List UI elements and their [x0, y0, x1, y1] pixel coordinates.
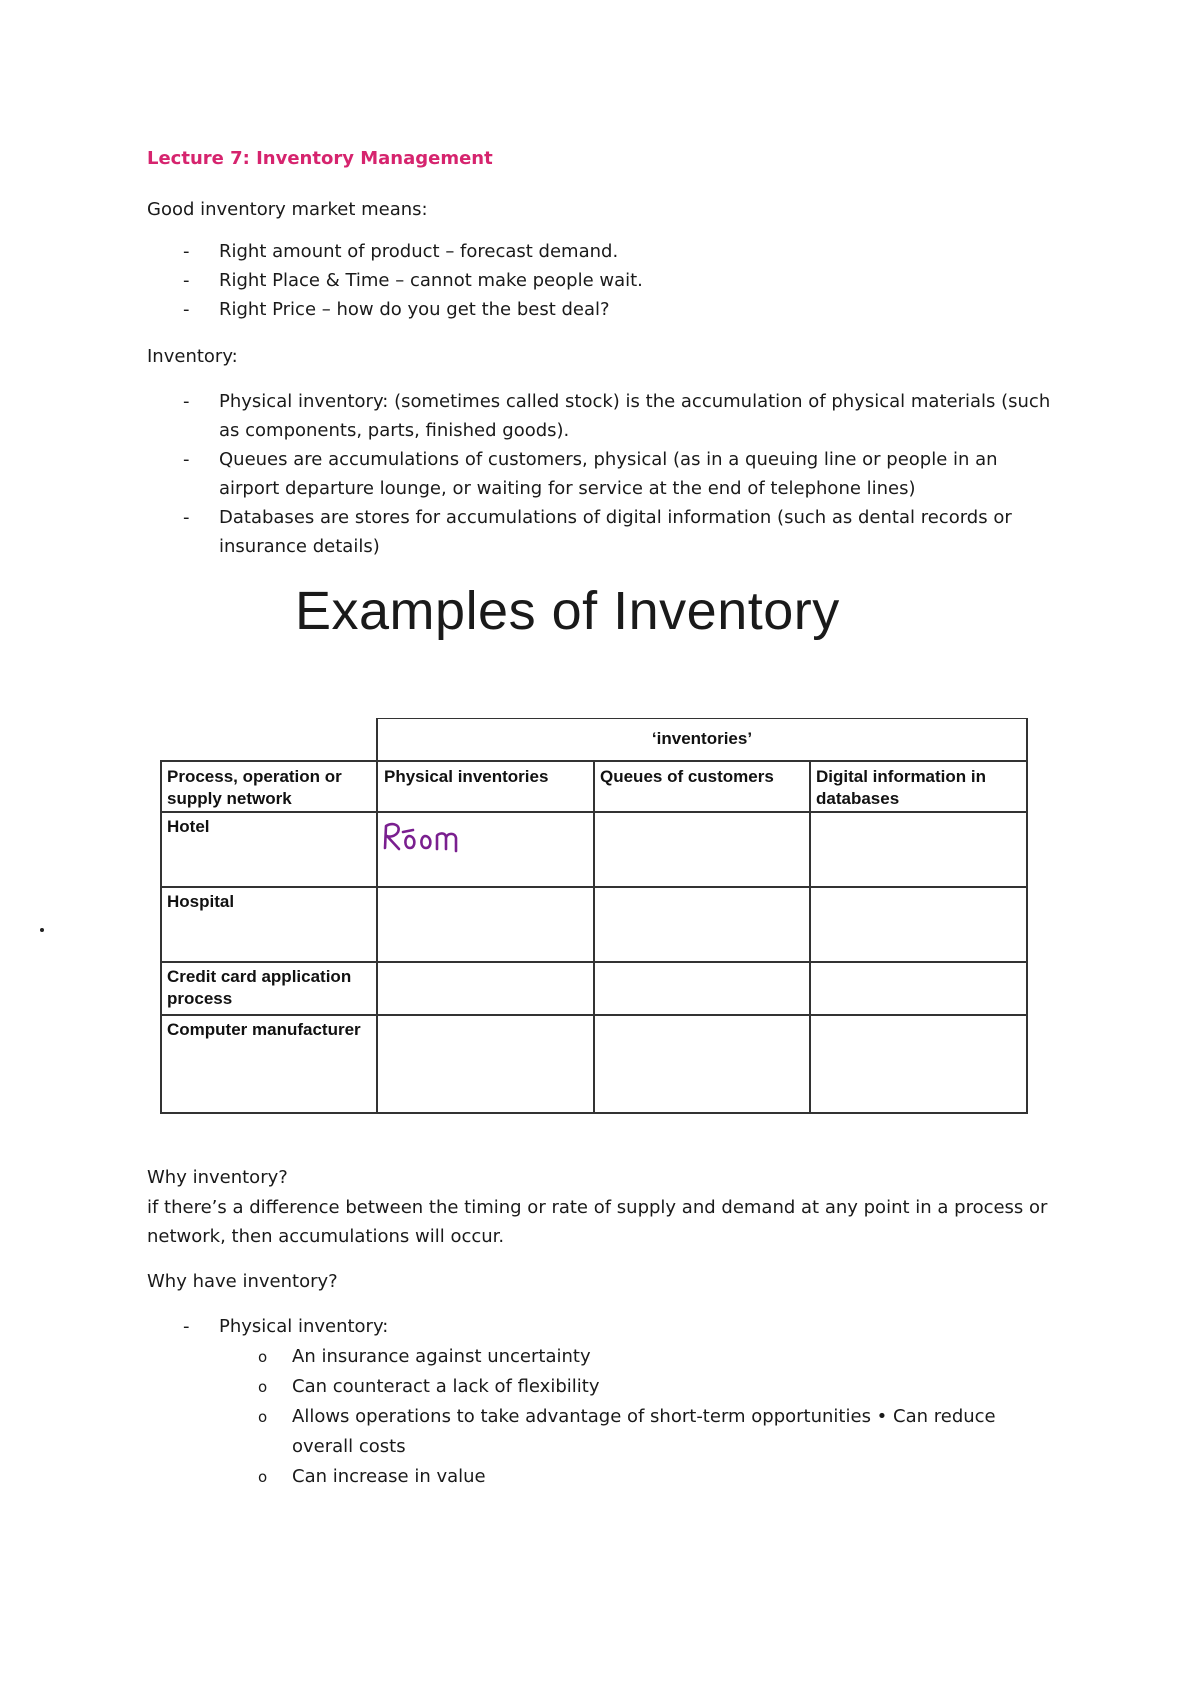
table-border — [1026, 718, 1028, 1114]
table-header: Process, operation or supply network — [167, 767, 342, 808]
sub-list-item — [258, 1372, 1058, 1402]
list-item — [183, 266, 1063, 295]
table-border — [593, 760, 595, 1114]
stray-dot — [40, 928, 44, 932]
why-heading: Why inventory? — [147, 1167, 288, 1188]
list-item-text: Queues are accumulations of customers, physical (as in a queuing line or people in an airport departure lounge, or waiting for service at the end of telephone lines) — [219, 449, 998, 499]
dash-marker: - — [183, 241, 190, 262]
circle-marker: o — [258, 1348, 268, 1366]
table-row-label: Computer manufacturer — [167, 1020, 361, 1039]
list-item-text: Right amount of product – forecast demand. — [219, 241, 619, 262]
handwritten-annotation — [379, 818, 479, 860]
dash-marker: - — [183, 507, 190, 528]
sub-list-item — [258, 1462, 1058, 1492]
list-item — [183, 237, 1063, 266]
list-item — [183, 1312, 1063, 1341]
sub-list-item-text: Allows operations to take advantage of short-term opportunities • Can reduce overall costs — [292, 1406, 996, 1457]
list-item-text: Right Price – how do you get the best deal? — [219, 299, 610, 320]
dash-marker: - — [183, 1316, 190, 1337]
dash-marker: - — [183, 299, 190, 320]
list-item — [183, 445, 1063, 503]
list-item — [183, 387, 1063, 445]
circle-marker: o — [258, 1378, 268, 1396]
table-row-label: Hospital — [167, 892, 235, 911]
slide-title: Examples of Inventory — [295, 581, 840, 641]
dash-marker: - — [183, 391, 190, 412]
table-row-label: Hotel — [167, 817, 210, 836]
inventory-heading: Inventory: — [147, 346, 238, 367]
list-item-text: Right Place & Time – cannot make people wait. — [219, 270, 643, 291]
sub-list-item — [258, 1342, 1058, 1372]
dash-marker: - — [183, 449, 190, 470]
sub-list-item-text: Can increase in value — [292, 1466, 486, 1487]
table-header: Physical inventories — [384, 767, 549, 786]
inventory-examples-table — [160, 718, 1028, 1114]
dash-marker: - — [183, 270, 190, 291]
list-item-text: Databases are stores for accumulations of digital information (such as dental records or insurance details) — [219, 507, 1012, 557]
why-text: if there’s a difference between the timing or rate of supply and demand at any point in a process or network, then accumulations will occur. — [147, 1197, 1048, 1247]
list-item — [183, 295, 1063, 324]
table-border — [376, 718, 378, 1114]
sub-list-item-text: Can counteract a lack of flexibility — [292, 1376, 600, 1397]
why-have-heading: Why have inventory? — [147, 1271, 338, 1292]
sub-list-item-text: An insurance against uncertainty — [292, 1346, 591, 1367]
table-border — [377, 718, 1028, 719]
table-header: Digital information in databases — [816, 767, 986, 808]
sub-list-item — [258, 1402, 1018, 1462]
circle-marker: o — [258, 1408, 268, 1426]
table-border — [809, 760, 811, 1114]
page-title: Lecture 7: Inventory Management — [147, 148, 493, 169]
table-row-label: Credit card application process — [167, 967, 352, 1008]
circle-marker: o — [258, 1468, 268, 1486]
table-group-header: ‘inventories’ — [651, 729, 753, 748]
intro-text: Good inventory market means: — [147, 199, 428, 220]
list-item — [183, 503, 1063, 561]
table-header: Queues of customers — [600, 767, 774, 786]
table-border — [160, 760, 162, 1114]
list-item-text: Physical inventory: — [219, 1316, 389, 1337]
list-item-text: Physical inventory: (sometimes called stock) is the accumulation of physical materials (such as components, parts, finished goods). — [219, 391, 1051, 441]
